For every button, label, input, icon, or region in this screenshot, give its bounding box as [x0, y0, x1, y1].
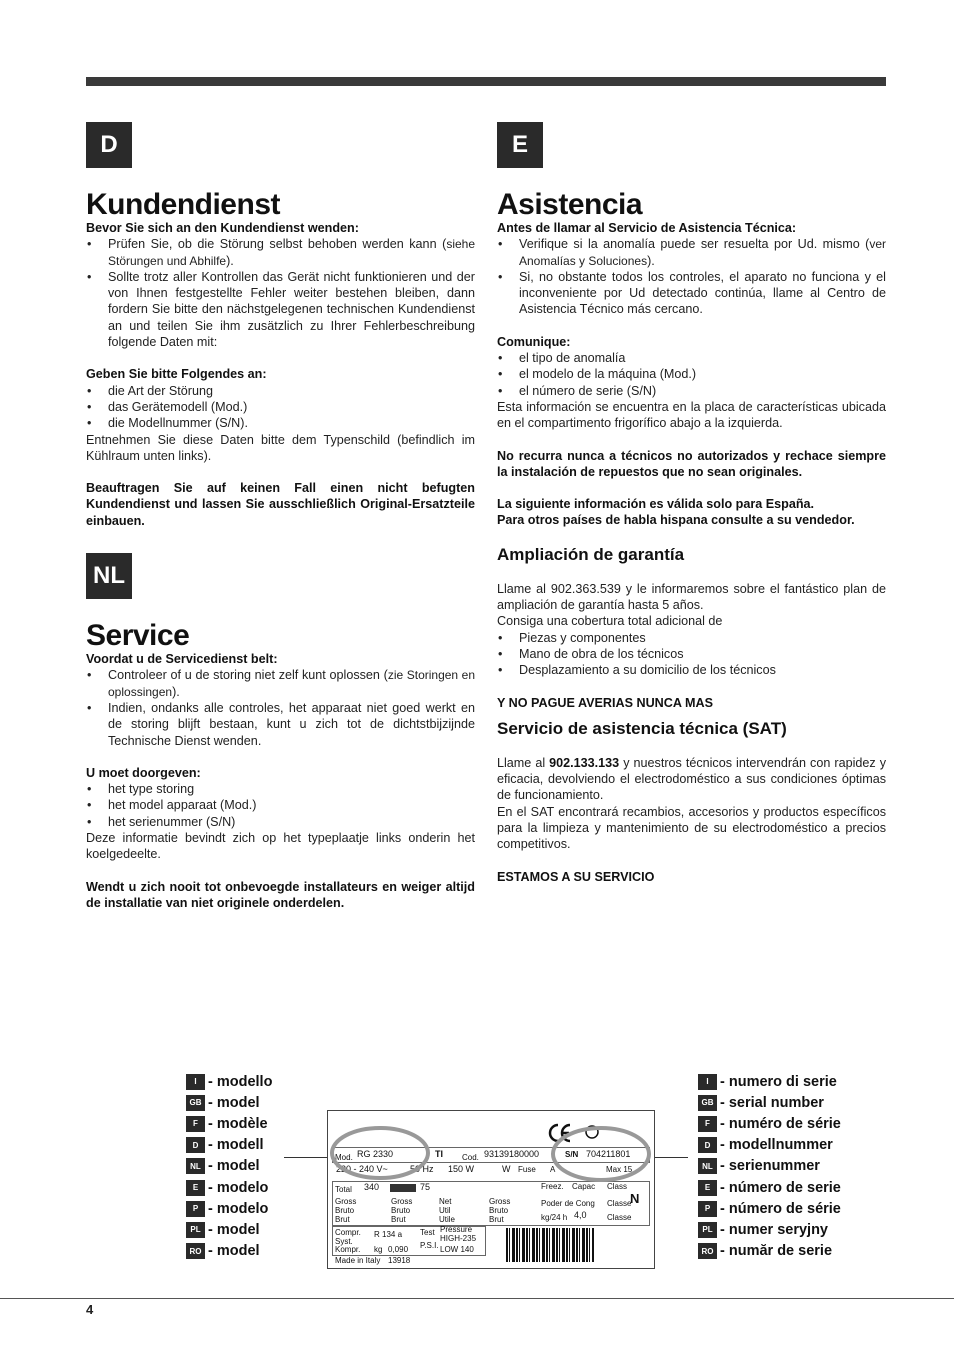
plate-low: LOW 140	[440, 1245, 474, 1254]
list-item: • die Art der Störung	[86, 383, 475, 399]
plate-ti: TI	[435, 1149, 443, 1159]
list-item: RO - model	[186, 1241, 272, 1262]
list-item: F - numéro de série	[698, 1113, 841, 1134]
give-list-nl	[86, 781, 475, 830]
spain-note-2: Para otros países de habla hispana consulte a su vendedor.	[497, 513, 855, 528]
leader-line-serial	[650, 1157, 688, 1158]
plate-kg24-value: 4,0	[574, 1210, 587, 1220]
list-item: • Verifique si la anomalía puede ser resuelta por Ud. mismo (ver Anomalías y Soluciones).	[497, 236, 886, 269]
list-item: I - modello	[186, 1071, 272, 1092]
info-nl: Deze informatie bevindt zich op het typeplaatje links onderin het koelgedeelte.	[86, 831, 475, 862]
list-item: • Sollte trotz aller Kontrollen das Gerät nicht funktionieren und der von Ihnen festgestellte Fehler weiter bestehen bleiben, dann fordern Sie bitte den nächstgelegenen technischen Kundendienst an und teilen Sie ihm zusätzlich zu Ihrer Fehlerbeschreibung folgende Daten mit:	[86, 269, 475, 350]
plate-test: Test	[420, 1228, 435, 1237]
spain-note-1: La siguiente información es válida solo para España.	[497, 497, 815, 512]
list-item: • el tipo de anomalía	[497, 350, 886, 366]
list-item: • Piezas y componentes	[497, 630, 886, 646]
language-badge-nl: NL	[86, 553, 132, 599]
list-item: • die Modellnummer (S/N).	[86, 415, 475, 431]
plate-kompr: Kompr.	[335, 1245, 361, 1254]
list-item: D - modell	[186, 1135, 272, 1156]
give-list-es	[497, 350, 886, 399]
list-item: F - modèle	[186, 1113, 272, 1134]
give-list-de	[86, 383, 475, 432]
plate-compr: Compr. Syst.	[335, 1228, 361, 1246]
ampliacion-text: Llame al 902.363.539 y le informaremos sobre el fantástico plan de ampliación de garantía hasta 5 años.	[497, 581, 886, 613]
ampliacion-list	[497, 630, 886, 679]
plate-net: Net Util Utile	[439, 1197, 456, 1224]
heading-sat: Servicio de asistencia técnica (SAT)	[497, 718, 787, 738]
rating-plate	[327, 1110, 655, 1269]
plate-poder: Poder de Cong	[541, 1199, 595, 1208]
list-item: E - número de serie	[698, 1177, 841, 1198]
model-label-list	[186, 1071, 272, 1262]
plate-cod-value: 93139180000	[484, 1149, 540, 1159]
list-item: D - modellnummer	[698, 1135, 841, 1156]
info-de: Entnehmen Sie diese Daten bitte dem Typenschild (befindlich im Kühlraum unten links).	[86, 432, 475, 463]
warning-nl: Wendt u zich nooit tot onbevoegde installateurs en weiger altijd de installatie van niet originele onderdelen.	[86, 879, 475, 910]
plate-capac: Capac	[572, 1182, 596, 1191]
heading-ampliacion: Ampliación de garantía	[497, 544, 685, 564]
plate-freez: Freez.	[541, 1182, 564, 1191]
left-column	[86, 122, 475, 911]
plate-voltage: 220 - 240 V~	[336, 1164, 388, 1174]
plate-fuse: Fuse	[518, 1165, 536, 1174]
list-item: RO - număr de serie	[698, 1241, 841, 1262]
highlight-ovals	[328, 1111, 654, 1268]
plate-power-2: W	[502, 1164, 511, 1174]
plate-max: Max 15	[606, 1165, 633, 1174]
right-column	[497, 122, 886, 885]
list-item: • el número de serie (S/N)	[497, 383, 886, 399]
plate-refrigerant: R 134 a	[374, 1230, 403, 1239]
list-item: • Prüfen Sie, ob die Störung selbst behoben werden kann (siehe Störungen und Abhilfe).	[86, 236, 475, 269]
plate-val75: 75	[420, 1182, 431, 1192]
list-item: P - número de série	[698, 1198, 841, 1219]
list-item: P - modelo	[186, 1198, 272, 1219]
list-item: PL - numer seryjny	[698, 1219, 841, 1240]
plate-classe-2: Classe	[607, 1213, 632, 1222]
list-item: • el modelo de la máquina (Mod.)	[497, 366, 886, 382]
plate-class: Class	[607, 1182, 628, 1191]
bullet-list-es	[497, 236, 886, 317]
plate-power: 150 W	[448, 1164, 475, 1174]
list-item: NL - model	[186, 1156, 272, 1177]
list-item: I - numero di serie	[698, 1071, 841, 1092]
sat-text: Llame al 902.133.133 y nuestros técnicos intervendrán con rapidez y eficacia, devolviendo el electrodoméstico a sus condiciones óptimas de funcionamiento.	[497, 755, 886, 803]
warning-de: Beauftragen Sie auf keinen Fall einen nicht befugten Kundendienst und lassen Sie ausschließlich Original-Ersatzteile einbauen.	[86, 481, 475, 528]
top-rule	[86, 77, 886, 86]
plate-amp: A	[550, 1165, 556, 1174]
serial-label-list	[698, 1071, 841, 1262]
list-item: NL - serienummer	[698, 1156, 841, 1177]
give-title-nl: U moet doorgeven:	[86, 765, 201, 780]
list-item: • Indien, ondanks alle controles, het apparaat niet goed werkt en de storing blijft bestaan, kunt u zich tot de dichtstbijzijnde Technische Dienst wenden.	[86, 700, 475, 749]
plate-cod-label: Cod.	[462, 1153, 479, 1162]
bullet-list-de	[86, 236, 475, 350]
give-title-de: Geben Sie bitte Folgendes an:	[86, 367, 267, 382]
ampliacion-slogan: Y NO PAGUE AVERIAS NUNCA MAS	[497, 695, 713, 710]
bottom-rule	[0, 1298, 954, 1299]
section-title-asistencia: Asistencia	[497, 188, 643, 221]
plate-total: Total	[335, 1185, 352, 1194]
warning-es: No recurra nunca a técnicos no autorizados y rechace siempre la instalación de repuestos que no sean originales.	[497, 448, 886, 479]
plate-pressure: Pressure	[440, 1225, 473, 1234]
section-title-kundendienst: Kundendienst	[86, 188, 280, 221]
sat-slogan: ESTAMOS A SU SERVICIO	[497, 869, 655, 884]
info-es: Esta información se encuentra en la placa de características ubicada en el compartimento frigorífico abajo a la izquierda.	[497, 399, 886, 431]
language-badge-e: E	[497, 122, 543, 168]
list-item: GB - model	[186, 1092, 272, 1113]
plate-total-value: 340	[364, 1182, 380, 1192]
list-item: • het type storing	[86, 781, 475, 797]
plate-gross-3: Gross Bruto Brut	[489, 1197, 511, 1224]
leader-line-model	[284, 1157, 331, 1158]
list-item: • het model apparaat (Mod.)	[86, 797, 475, 813]
list-item: PL - model	[186, 1219, 272, 1240]
ampliacion-text-2: Consiga una cobertura total adicional de	[497, 614, 723, 629]
plate-sn-label: S/N	[565, 1150, 579, 1159]
list-item: • Desplazamiento a su domicilio de los técnicos	[497, 662, 886, 678]
plate-classe: Classe	[607, 1199, 632, 1208]
intro-de: Bevor Sie sich an den Kundendienst wenden:	[86, 221, 359, 235]
list-item: • het serienummer (S/N)	[86, 814, 475, 830]
plate-model-value: RG 2330	[357, 1149, 394, 1159]
plate-kg-value: 0,090	[388, 1245, 409, 1254]
intro-nl: Voordat u de Servicedienst belt:	[86, 652, 278, 667]
language-badge-d: D	[86, 122, 132, 168]
sat-phone: 902.133.133	[549, 755, 620, 770]
plate-psi: P.S.I.	[420, 1241, 439, 1250]
list-item: E - modelo	[186, 1177, 272, 1198]
sat-text-2: En el SAT encontrará recambios, accesorios y productos específicos para la limpieza y mantenimiento de su electrodoméstico a precios competitivos.	[497, 804, 886, 852]
list-item: GB - serial number	[698, 1092, 841, 1113]
give-title-es: Comunique:	[497, 334, 571, 349]
plate-code: 13918	[388, 1256, 411, 1265]
plate-frequency: 50 Hz	[410, 1164, 434, 1174]
plate-serial-value: 704211801	[586, 1149, 631, 1159]
plate-kg24: kg/24 h	[541, 1213, 568, 1222]
plate-made-in: Made in Italy	[335, 1256, 381, 1265]
list-item: • Controleer of u de storing niet zelf kunt oplossen (zie Storingen en oplossingen).	[86, 667, 475, 700]
list-item: • das Gerätemodell (Mod.)	[86, 399, 475, 415]
plate-mod-label: Mod.	[335, 1153, 353, 1162]
page-number: 4	[86, 1302, 94, 1317]
plate-kg: kg	[374, 1245, 383, 1254]
plate-class-value: N	[630, 1191, 640, 1206]
bullet-list-nl	[86, 667, 475, 748]
plate-gross-1: Gross Bruto Brut	[335, 1197, 357, 1224]
plate-high: HIGH-235	[440, 1234, 477, 1243]
plate-gross-2: Gross Bruto Brut	[391, 1197, 413, 1224]
list-item: • Si, no obstante todos los controles, el aparato no funciona y el inconveniente por Ud detectado continúa, llame al Centro de Asistencia Técnico más cercano.	[497, 269, 886, 318]
section-title-service: Service	[86, 619, 190, 653]
intro-es: Antes de llamar al Servicio de Asistencia Técnica:	[497, 221, 797, 235]
list-item: • Mano de obra de los técnicos	[497, 646, 886, 662]
